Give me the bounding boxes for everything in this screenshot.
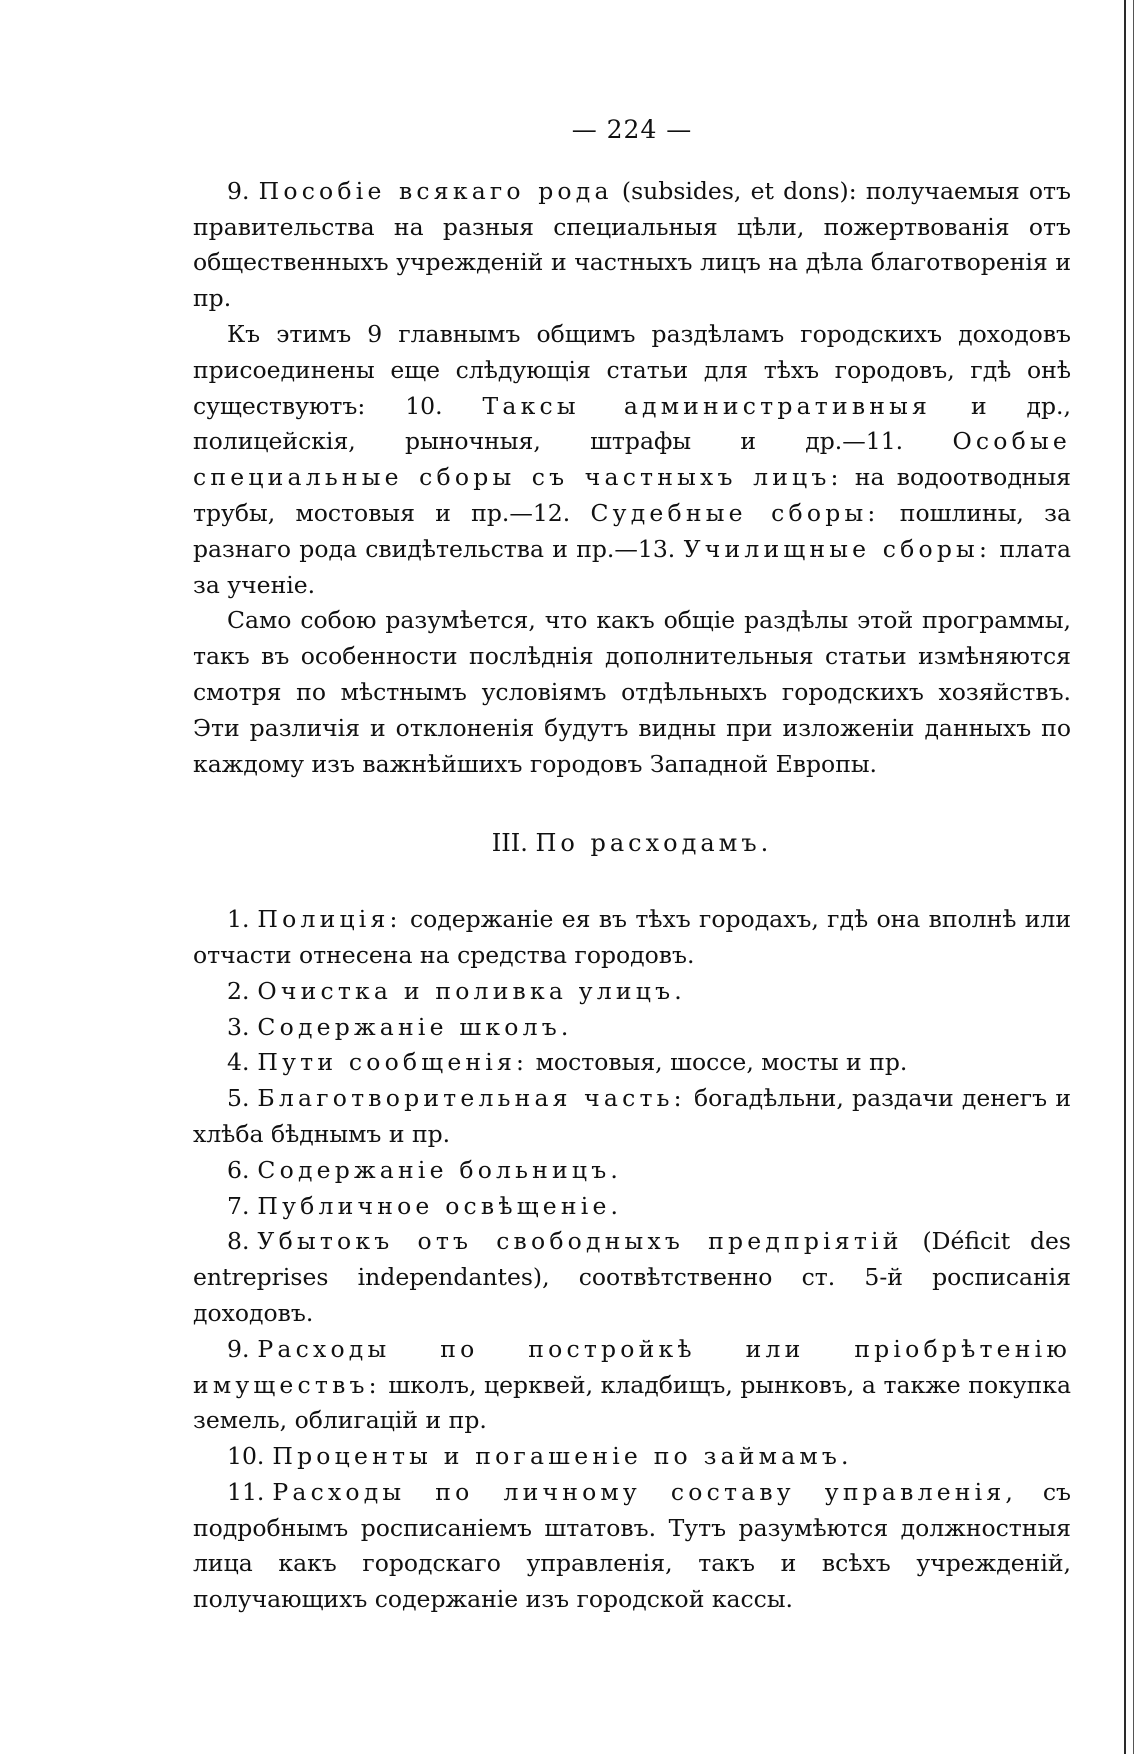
section-title: По расходамъ.: [535, 829, 773, 858]
section-numeral: III.: [491, 829, 528, 858]
document-page: [193, 112, 1071, 1618]
expense-item: [193, 1010, 1071, 1046]
expense-item: [193, 1332, 1071, 1439]
expense-item: [193, 1153, 1071, 1189]
closing-paragraph: Само собою разумѣется, что какъ общіе раздѣлы этой программы, такъ въ особенности послѣднія дополнительныя статьи измѣняются смотря по мѣстнымъ условіямъ отдѣльныхъ городскихъ хозяйствъ. Эти различія и отклоненія будутъ видны при изложеніи данныхъ по каждому изъ важнѣйшихъ городовъ Западной Европы.: [193, 606, 1071, 778]
item-title: Благотворительная часть:: [257, 1084, 686, 1113]
item-title: Полиція:: [257, 905, 402, 934]
item-number: 9.: [227, 176, 250, 205]
item-text: мостовыя, шоссе, мосты и пр.: [535, 1048, 908, 1077]
item-text: (subsides, et dons): получаемыя отъ правительства на разныя специальныя цѣли, пожертвованія отъ общественныхъ учрежденій и частныхъ лицъ на дѣла благотворенія и пр.: [193, 176, 1071, 313]
item-number: 1.: [227, 905, 250, 934]
item-text: и др., полицейскія, рыночныя, штрафы и др.—: [193, 391, 1071, 456]
page-number: — 224 —: [571, 115, 693, 144]
expense-item: [193, 1045, 1071, 1081]
item-number: 8.: [227, 1227, 250, 1256]
item-title: Содержаніе школъ.: [257, 1012, 573, 1041]
item-title: Проценты и погашеніе по займамъ.: [272, 1442, 853, 1471]
item-title: Публичное освѣщеніе.: [257, 1191, 623, 1220]
item-title: Расходы по личному составу управленія,: [272, 1477, 1018, 1506]
item-title: Пособіе всякаго рода: [258, 176, 613, 205]
item-title: Таксы административныя: [482, 391, 932, 420]
item-text: богадѣльни, раздачи денегъ и хлѣба бѣднымъ и пр.: [193, 1084, 1071, 1148]
item-title: Училищные сборы:: [683, 534, 992, 563]
item-title: Судебные сборы:: [590, 498, 880, 527]
item-number: 5.: [227, 1084, 250, 1113]
paragraph-intro: Къ этимъ 9 главнымъ общимъ раздѣламъ городскихъ доходовъ присоединены еще слѣдующія статьи для тѣхъ городовъ, гдѣ онѣ существуютъ:: [193, 319, 1071, 420]
item-title: Очистка и поливка улицъ.: [257, 976, 686, 1005]
item-number: 9.: [227, 1334, 250, 1363]
item-text: плата за ученіе.: [193, 534, 1072, 599]
expense-item: [193, 1189, 1071, 1225]
item-number: 10.: [227, 1442, 265, 1471]
additional-articles-paragraph: [193, 317, 1071, 603]
expense-list: [193, 902, 1071, 1618]
item-number: 11.: [227, 1477, 265, 1506]
item-title: Расходы по постройкѣ или пріобрѣтенію имуществъ:: [193, 1334, 1071, 1399]
expense-item: [193, 902, 1071, 974]
income-item-9: [193, 174, 1071, 317]
item-text: съ подробнымъ росписаніемъ штатовъ. Тутъ разумѣются должностныя лица какъ городскаго управленія, такъ и всѣхъ учрежденій, получающихъ содержаніе изъ городской кассы.: [193, 1477, 1071, 1614]
item-text: пошлины, за разнаго рода свидѣтельства и пр.—: [193, 498, 1071, 563]
section-heading: [193, 826, 1071, 862]
item-number: 7.: [227, 1191, 250, 1220]
expense-item: [193, 1081, 1071, 1153]
item-text: (Déficit des entreprises independantes), соотвѣтственно ст. 5-й росписанія доходовъ.: [193, 1227, 1071, 1327]
item-number: 4.: [227, 1048, 250, 1077]
expense-item: [193, 1224, 1071, 1331]
expense-item: [193, 974, 1071, 1010]
item-title: Особые специальные сборы съ частныхъ лицъ:: [193, 427, 1071, 492]
item-number: 12.: [532, 498, 571, 527]
expense-item: [193, 1439, 1071, 1475]
item-title: Убытокъ отъ свободныхъ предпріятій: [257, 1227, 903, 1256]
scan-page-edge-outer: [1133, 0, 1134, 1754]
item-text: содержаніе ея въ тѣхъ городахъ, гдѣ она вполнѣ или отчасти отнесена на средства городовъ.: [193, 905, 1071, 969]
item-number: 6.: [227, 1155, 250, 1184]
item-number: 13.: [637, 534, 676, 563]
scan-page-edge: [1124, 0, 1126, 1754]
item-text: школъ, церквей, кладбищъ, рынковъ, а также покупка земель, облигацій и пр.: [193, 1370, 1071, 1435]
item-number: 10.: [405, 391, 443, 420]
expense-item: [193, 1475, 1071, 1618]
item-title: Содержаніе больницъ.: [257, 1155, 623, 1184]
item-number: 2.: [227, 976, 250, 1005]
item-number: 11.: [865, 427, 904, 456]
item-number: 3.: [227, 1012, 250, 1041]
item-text: на водоотводныя трубы, мостовыя и пр.—: [193, 463, 1071, 527]
item-title: Пути сообщенія:: [257, 1048, 529, 1077]
